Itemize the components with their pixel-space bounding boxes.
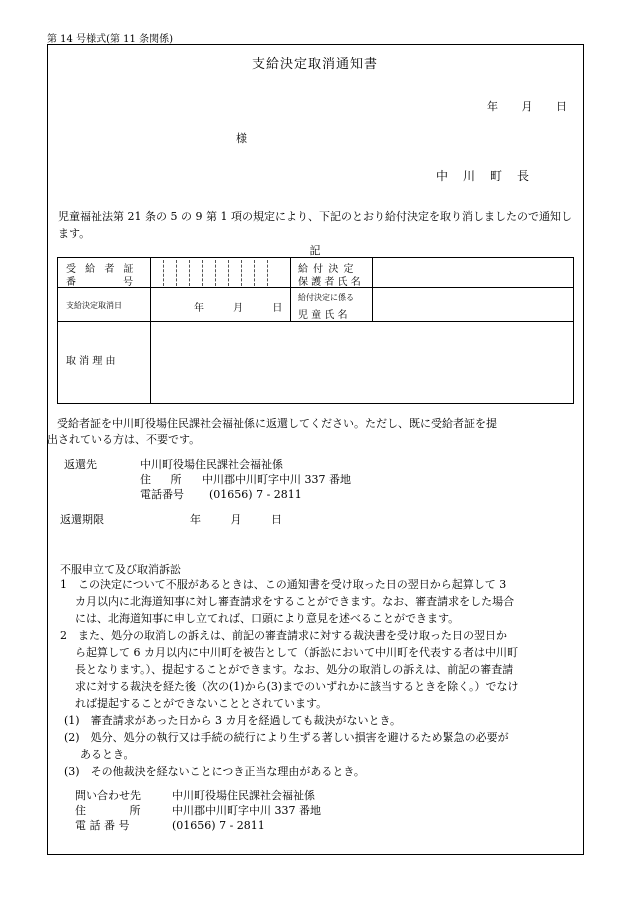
appeal-line: あるとき。 <box>80 748 135 761</box>
table-col-divider <box>150 258 151 403</box>
deadline-value: 年 月 日 <box>190 513 282 526</box>
digit-box-divider <box>267 260 268 286</box>
appeal-line: (3) その他裁決を経ないことにつき正当な理由があるとき。 <box>64 765 365 778</box>
issue-date: 年 月 日 <box>487 100 567 113</box>
appeal-line: 2 また、処分の取消しの訴えは、前記の審査請求に対する裁決書を受け取った日の翌日か <box>60 629 507 642</box>
appeal-line: (2) 処分、処分の執行又は手続の続行により生ずる著しい損害を避けるため緊急の必要が <box>64 731 509 744</box>
deadline-label: 返還期限 <box>60 513 104 526</box>
table-col-divider <box>372 258 373 321</box>
contact-address-label: 住 所 <box>75 804 141 817</box>
return-to-org: 中川町役場住民課社会福祉係 <box>140 458 283 471</box>
appeal-line: (1) 審査請求があった日から 3 カ月を経過しても裁決がないとき。 <box>64 714 402 727</box>
digit-box-divider <box>215 260 216 286</box>
appeal-heading: 不服申立て及び取消訴訟 <box>60 563 181 576</box>
return-address-label: 住 所 <box>140 473 182 486</box>
issuer-name: 中川町長 <box>436 169 545 183</box>
digit-box-divider <box>241 260 242 286</box>
form-number: 第 14 号様式(第 11 条関係) <box>47 34 173 45</box>
cancel-date-label: 支給決定取消日 <box>66 301 122 310</box>
table-row-divider <box>58 321 573 322</box>
guardian-label-2: 保 護 者 氏 名 <box>298 277 361 288</box>
appeal-line: 求に対する裁決を経た後（次の(1)から(3)までのいずれかに該当するときを除く。）でなけ <box>75 680 519 693</box>
return-address: 中川郡中川町字中川 337 番地 <box>202 473 351 486</box>
digit-box-divider <box>176 260 177 286</box>
appeal-line: カ月以内に北海道知事に対し審査請求をすることができます。なお、審査請求をした場合 <box>75 595 515 608</box>
appeal-line: ら起算して 6 カ月以内に中川町を被告として（訴訟において中川町を代表する者は中川町 <box>75 646 518 659</box>
contact-address: 中川郡中川町字中川 337 番地 <box>172 804 321 817</box>
return-phone-label: 電話番号 <box>140 488 184 501</box>
digit-box-divider <box>254 260 255 286</box>
appeal-line: 1 この決定について不服があるときは、この通知書を受け取った日の翌日から起算して 3 <box>60 578 507 591</box>
document-title: 支給決定取消通知書 <box>251 57 378 72</box>
digit-box-divider <box>163 260 164 286</box>
appeal-line: には、北海道知事に申し立てれば、口頭により意見を述べることができます。 <box>75 612 460 625</box>
guardian-label: 給 付 決 定 <box>298 264 355 275</box>
addressee-suffix: 様 <box>236 132 247 145</box>
recipient-cert-label-2: 番 号 <box>66 277 134 288</box>
appeal-line: 長となります。）、提起することができます。なお、処分の取消しの訴えは、前記の審査請 <box>75 663 514 676</box>
digit-box-divider <box>202 260 203 286</box>
contact-label: 問い合わせ先 <box>75 789 141 802</box>
return-to-label: 返還先 <box>64 458 97 471</box>
cancel-date-value: 年 月 日 <box>194 303 283 314</box>
return-note-2: 出されている方は、不要です。 <box>47 433 201 446</box>
return-note: 受給者証を中川町役場住民課社会福祉係に返還してください。ただし、既に受給者証を提 <box>57 417 497 430</box>
digit-box-divider <box>228 260 229 286</box>
digit-box-divider <box>189 260 190 286</box>
child-label-2: 児 童 氏 名 <box>298 310 348 321</box>
appeal-line: れば提起することができないこととされています。 <box>75 697 328 710</box>
table-col-divider <box>290 258 291 321</box>
child-label: 給付決定に係る <box>298 293 354 302</box>
contact-phone-label: 電 話 番 号 <box>75 819 130 832</box>
contact-phone: (01656) 7 - 2811 <box>172 819 265 832</box>
notice-body: 児童福祉法第 21 条の 5 の 9 第 1 項の規定により、下記のとおり給付決定を取り消しましたので通知します。 <box>58 210 572 240</box>
details-table <box>57 257 574 404</box>
return-phone: (01656) 7 - 2811 <box>209 488 302 501</box>
cancel-reason-label: 取 消 理 由 <box>66 356 116 367</box>
contact-org: 中川町役場住民課社会福祉係 <box>172 789 315 802</box>
recipient-cert-label: 受 給 者 証 <box>66 264 137 275</box>
ki-heading: 記 <box>309 244 321 257</box>
